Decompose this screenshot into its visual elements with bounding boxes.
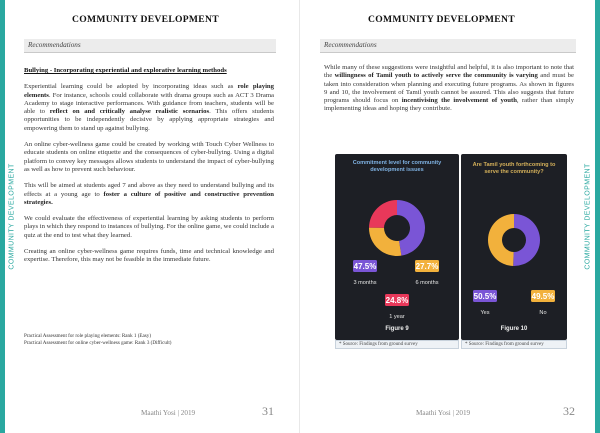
figure-9-category-label: 1 year: [389, 314, 405, 320]
figure-9-value-label: 24.8%: [385, 295, 409, 305]
figure-9-title: Commitment level for community development issues: [352, 160, 442, 173]
right-side-bar: [595, 0, 600, 433]
left-paragraph-1: Experiential learning could be adopted by incorporating ideas such as role playing elements. For instance, schools could collaborate with drama groups such as ACT 3 Drama Academy to stage interactive performances. With guidance from teachers, students will be able to reflect on and critically analyse realistic scenarios. This offers students opportunities to be independently decisive by applying appropriate strategies and empowering them to stand up against bullying.: [24, 83, 274, 132]
figure-9-value-label: 47.5%: [353, 261, 377, 271]
figure-10-value-label: 50.5%: [473, 291, 497, 301]
figure-10-chart: [461, 154, 567, 340]
figure-9: [335, 154, 459, 340]
right-page: [300, 0, 600, 433]
right-page-number: 32: [563, 404, 575, 418]
figure-9-value-label: 27.7%: [415, 261, 439, 271]
right-side-label: COMMUNITY DEVELOPMENT: [584, 163, 592, 270]
figure-9-slice-1-year: [369, 200, 397, 228]
left-footer-name: Maathi Yosi | 2019: [141, 409, 196, 417]
figure-9-category-label: Figure 9: [385, 326, 409, 332]
left-section-label: Recommendations: [24, 39, 276, 53]
figure-10-slice-no: [488, 214, 514, 266]
figure-9-chart: [335, 154, 459, 340]
figure-9-slice-3-months: [397, 200, 425, 256]
figure-10-category-label: No: [539, 310, 547, 316]
assessment-line-2: Practical Assessment for online cyber-wellness game: Rank 3 (Difficult): [24, 339, 172, 346]
right-footer-name: Maathi Yosi | 2019: [416, 409, 471, 417]
left-page-number: 31: [262, 404, 274, 418]
left-paragraph-5: Creating an online cyber-wellness game requires funds, time and technical knowledge and expertise. Therefore, this may not be feasible in the immediate future.: [24, 248, 274, 264]
left-side-label: COMMUNITY DEVELOPMENT: [8, 163, 16, 270]
figure-10-category-label: Yes: [480, 310, 490, 316]
assessment-line-1: Practical Assessment for role playing elements: Rank 1 (Easy): [24, 333, 152, 339]
figure-10: [461, 154, 567, 340]
figure-9-category-label: 6 months: [415, 280, 439, 286]
left-paragraph-3: This will be aimed at students aged 7 and above as they need to understand bullying and its effects at a young age to foster a culture of positive and constructive prevention strategies.: [24, 182, 274, 206]
left-paragraph-4: We could evaluate the effectiveness of experiential learning by asking students to perform plays in which they respond to instances of bullying. For the online game, we could include a quiz at the end to test what they learned.: [24, 215, 274, 239]
right-body-text: [324, 64, 574, 122]
figure-10-title: Are Tamil youth forthcoming to serve the community?: [472, 162, 556, 175]
figure-9-slice-6-months: [369, 228, 401, 256]
right-paragraph-1: While many of these suggestions were insightful and helpful, it is also important to note that the willingness of Tamil youth to actively serve the community is varying and must be taken into consideration when planning and executing future programs. As shown in figures 9 and 10, the involvement of Tamil youth cannot be assured. This also suggests that future programs should focus on incentivising the involvement of youth, rather than simply implementing ideas and hoping they contribute.: [324, 64, 574, 113]
left-paragraph-2: An online cyber-wellness game could be created by working with Touch Cyber Wellness to educate students on online etiquette and the consequences of cyber-bullying. Using a digital platform to convey key messages allows students to understand the impact of cyber-bullying as well as how to prevent such behaviour.: [24, 141, 274, 173]
right-section-label: Recommendations: [320, 39, 576, 53]
figure-10-category-label: Figure 10: [500, 326, 528, 332]
left-body-text: [24, 67, 274, 273]
left-page-title: COMMUNITY DEVELOPMENT: [72, 14, 219, 25]
figure-10-value-label: 49.5%: [531, 291, 555, 301]
figure-9-caption: * Source: Findings from ground survey: [335, 340, 459, 349]
figure-9-category-label: 3 months: [353, 280, 377, 286]
figure-10-caption: * Source: Findings from ground survey: [461, 340, 567, 349]
right-page-title: COMMUNITY DEVELOPMENT: [368, 14, 515, 25]
bullying-sub-heading: Bullying - Incorporating experiential and explorative learning methods: [24, 67, 227, 74]
assessment-notes: [24, 333, 171, 346]
figure-10-slice-yes: [513, 214, 540, 266]
